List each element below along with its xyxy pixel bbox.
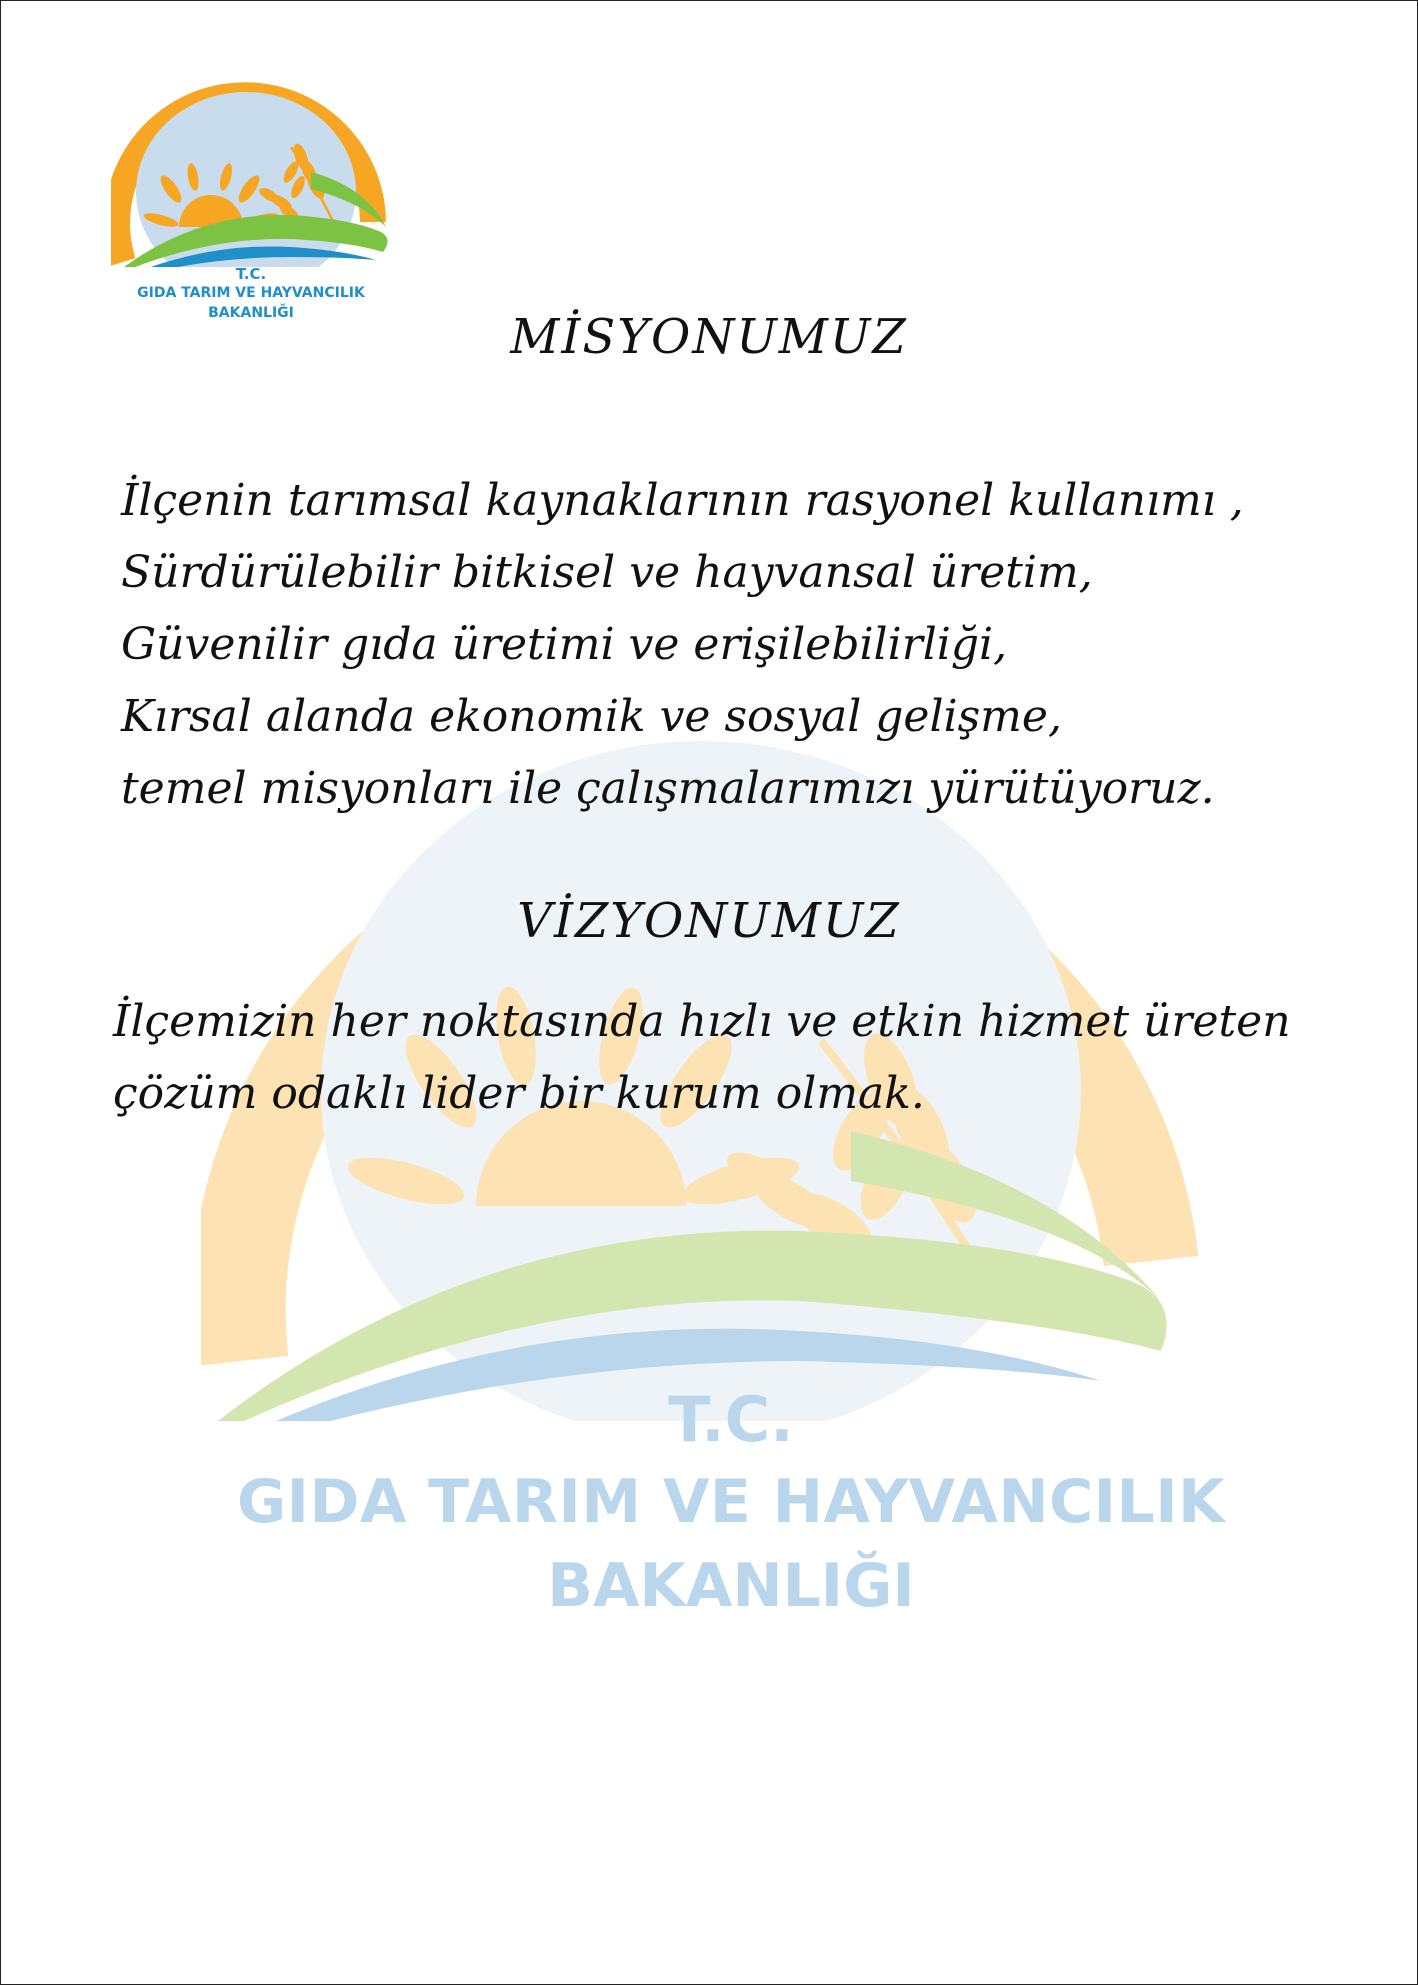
vision-title: VİZYONUMUZ <box>517 893 901 949</box>
mission-line-4: Kırsal alanda ekonomik ve sosyal gelişme, <box>121 691 1062 742</box>
logo-line-3: BAKANLIĞI <box>208 305 294 321</box>
mission-line-5: temel misyonları ile çalışmalarımızı yürütüyoruz. <box>121 763 1215 814</box>
vision-text <box>113 986 1383 1130</box>
mission-title: MİSYONUMUZ <box>510 309 908 365</box>
vision-line-1: İlçemizin her noktasında hızlı ve etkin hizmet üreten <box>113 996 1291 1047</box>
mission-line-1: İlçenin tarımsal kaynaklarının rasyonel kullanımı , <box>121 475 1244 526</box>
ministry-logo-icon <box>111 77 391 337</box>
mission-line-3: Güvenilir gıda üretimi ve erişilebilirliği, <box>121 619 1008 670</box>
watermark-line-3: BAKANLIĞI <box>547 1551 915 1621</box>
logo-line-2: GIDA TARIM VE HAYVANCILIK <box>137 285 365 301</box>
watermark-line-2: GIDA TARIM VE HAYVANCILIK <box>236 1467 1226 1537</box>
watermark-line-1: T.C. <box>668 1383 794 1456</box>
vision-line-2: çözüm odaklı lider bir kurum olmak. <box>113 1068 925 1119</box>
mission-line-2: Sürdürülebilir bitkisel ve hayvansal üretim, <box>121 547 1093 598</box>
mission-text <box>121 465 1371 825</box>
logo-line-1: T.C. <box>235 265 267 283</box>
